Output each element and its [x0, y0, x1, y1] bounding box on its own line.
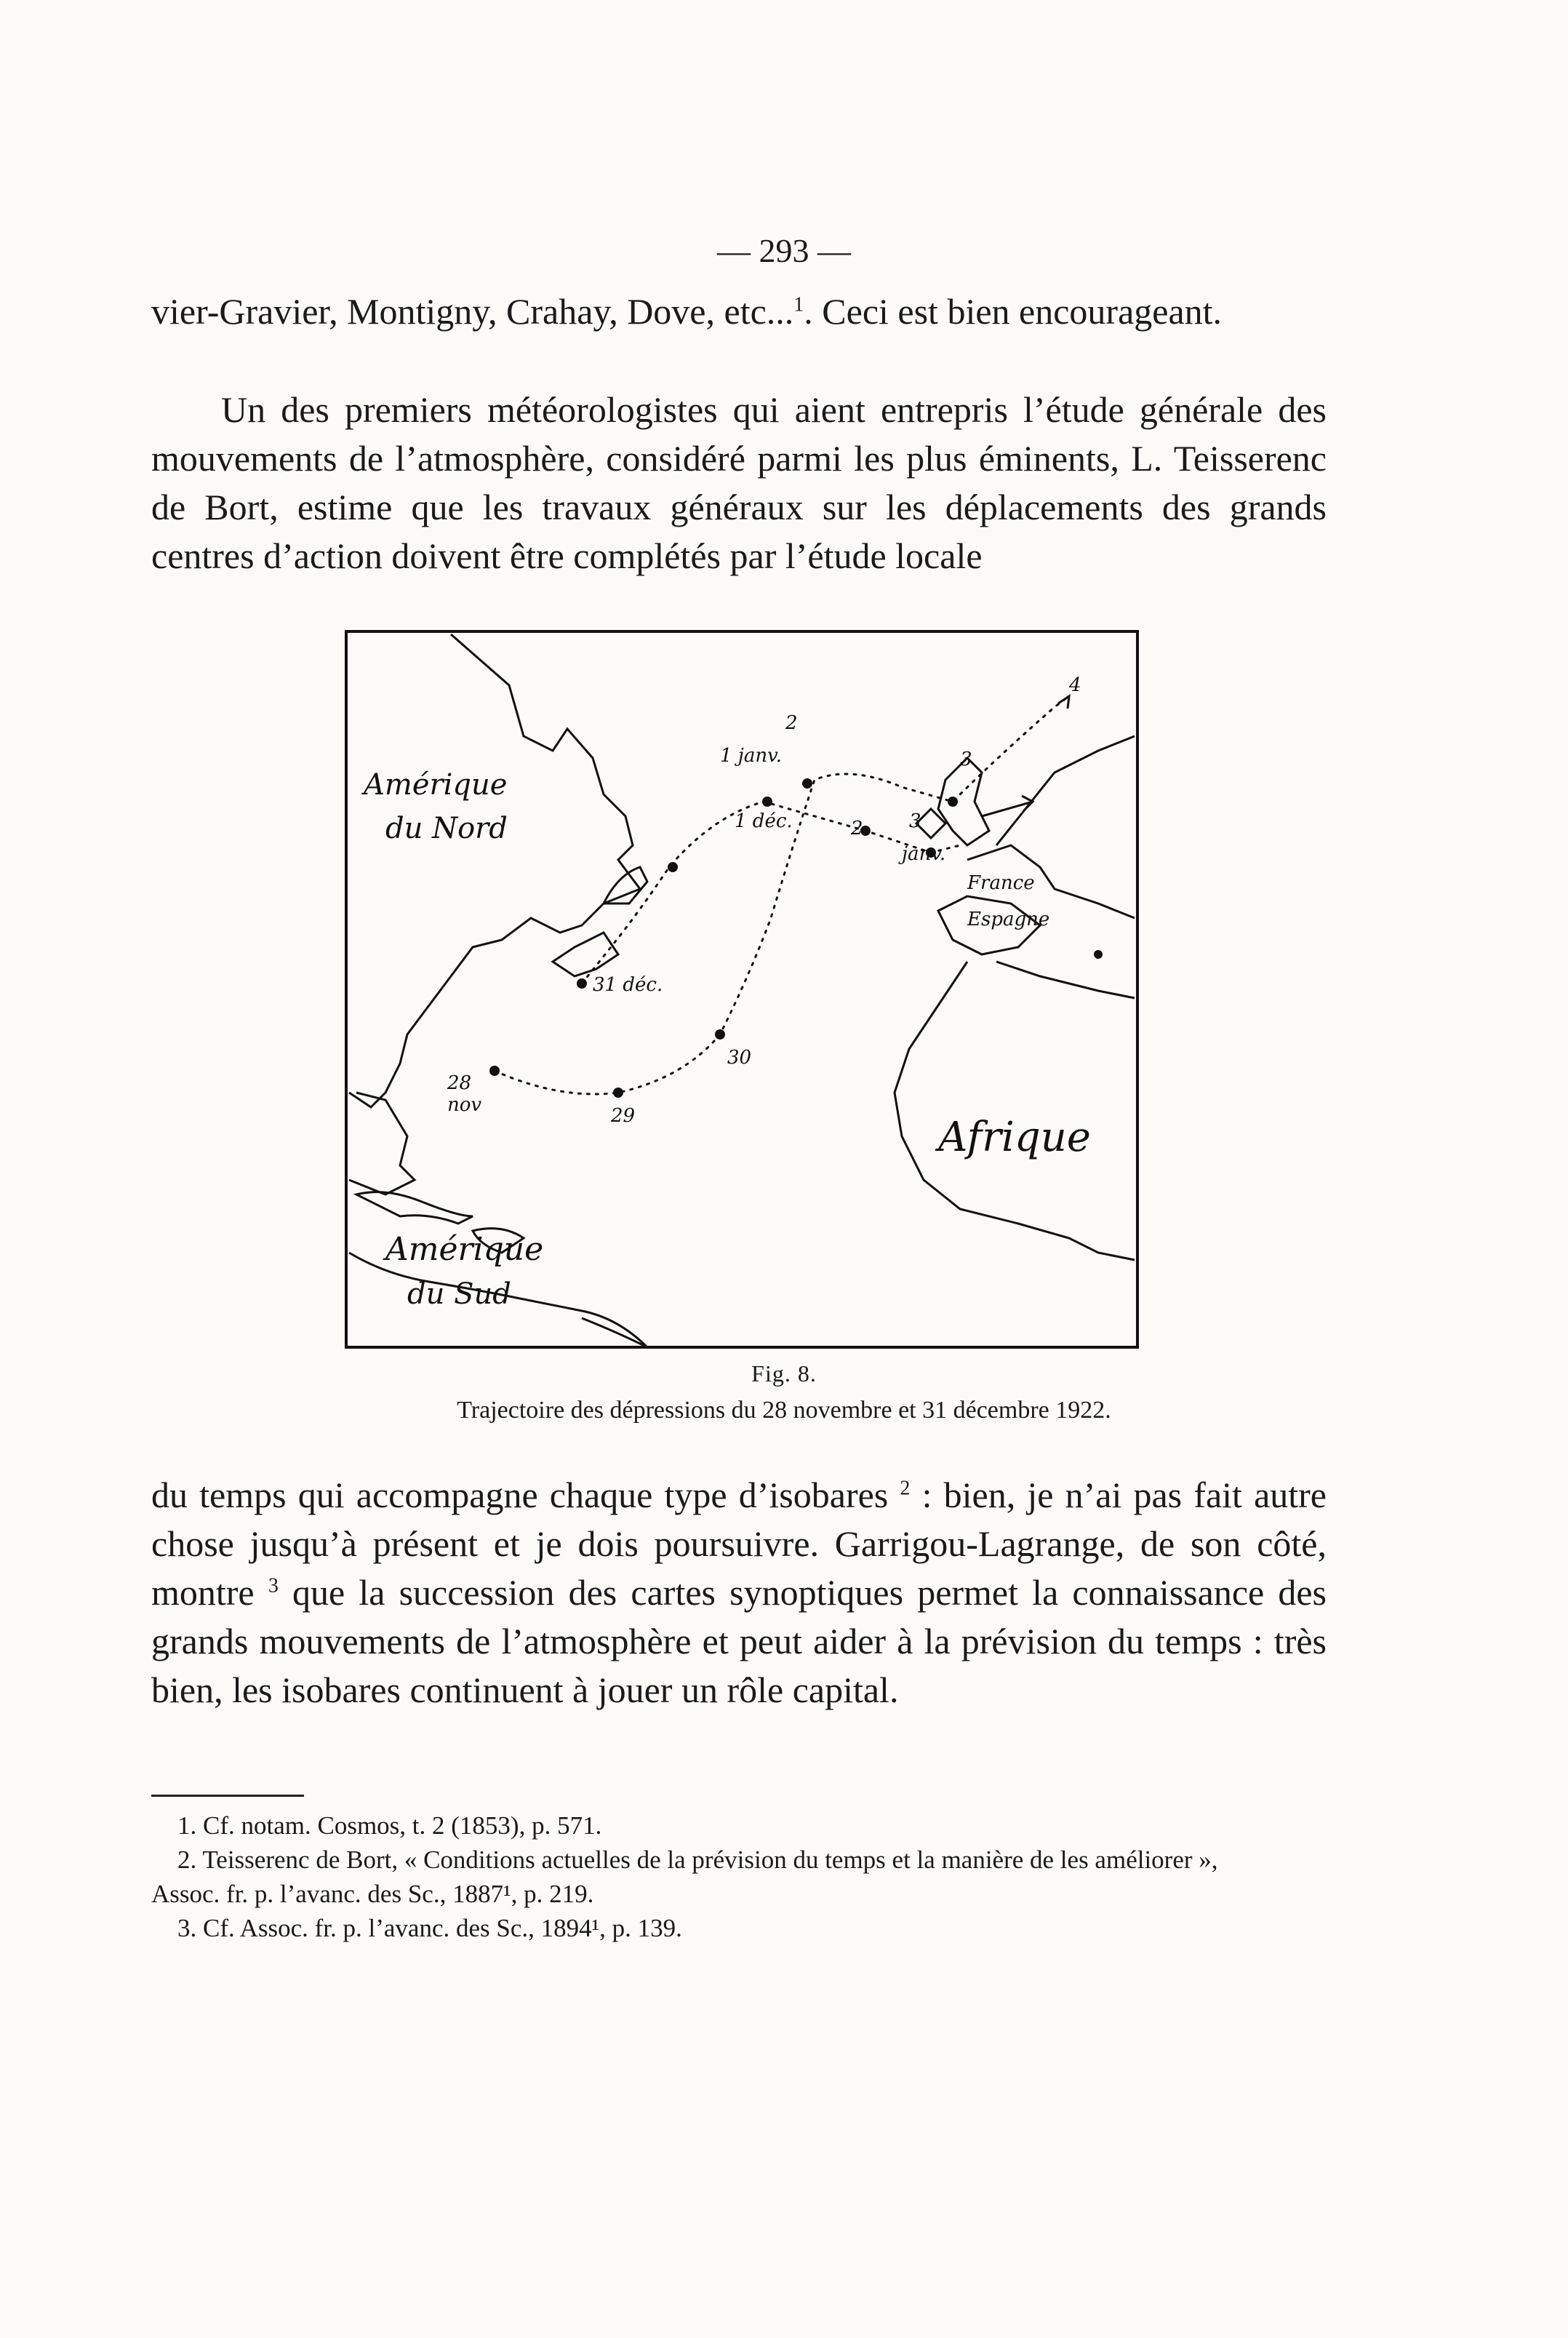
- label-3-mid: 3: [909, 810, 921, 832]
- note-ref-1[interactable]: 1: [793, 293, 804, 316]
- coast-nova-scotia: [553, 933, 618, 976]
- coast-north-america: [349, 634, 640, 1107]
- footnote-3: 3. Cf. Assoc. fr. p. l’avanc. des Sc., 1894¹, p. 139.: [177, 1914, 682, 1942]
- figure-map: [342, 627, 1142, 1352]
- footnote-rule: [151, 1795, 304, 1797]
- paragraph-teisserenc: Un des premiers météorologistes qui aient entrepris l’étude générale des mouvements de l’atmosphère, considéré parmi les plus éminents, L. Teisserenc de Bort, estime que les travaux généraux sur les déplacements des grands centres d’action doivent être complétés par l’étude locale: [151, 389, 1327, 576]
- label-1-dec: 1 déc.: [735, 810, 793, 832]
- coast-scandinavia: [996, 736, 1135, 845]
- coast-britain: [938, 758, 989, 845]
- label-nov: nov: [447, 1094, 482, 1116]
- note-ref-3[interactable]: 3: [268, 1574, 279, 1597]
- label-30: 30: [727, 1047, 752, 1069]
- trajectory-paths: [495, 696, 1069, 1094]
- label-3-top: 3: [960, 749, 972, 770]
- arrow-northeast: [1058, 696, 1069, 709]
- label-4: 4: [1069, 674, 1081, 696]
- figure-caption: Trajectoire des dépressions du 28 novembre et 31 décembre 1922.: [457, 1397, 1111, 1424]
- coast-newfoundland: [604, 867, 647, 903]
- coast-africa: [895, 962, 1135, 1260]
- paragraph-conclusion: du temps qui accompagne chaque type d’isobares $^2$ : bien, je n’ai pas fait autre chose jusqu’à présent et je dois poursuivre. Garrigou-Lagrange, de son côté, montre $^3$ que la succession des cartes synoptiques permet la connaissance des grands mouvements de l’atmosphère et peut aider à la prévision du temps : très bien, les isobares continuent à jouer un rôle capital.: [151, 1475, 1327, 1710]
- coast-florida: [349, 1093, 415, 1194]
- coast-cuba: [356, 1192, 473, 1224]
- label-29: 29: [611, 1105, 636, 1127]
- label-north-america-2: du Nord: [385, 812, 508, 845]
- label-2-mid: 2: [851, 818, 863, 839]
- page-number: — 293 —: [717, 232, 851, 269]
- label-1-janv: 1 janv.: [720, 745, 782, 767]
- footnote-2-continued: Assoc. fr. p. l’avanc. des Sc., 1887¹, p. 219.: [151, 1880, 594, 1908]
- footnote-1: 1. Cf. notam. Cosmos, t. 2 (1853), p. 571.: [177, 1811, 602, 1840]
- note-ref-2[interactable]: 2: [900, 1477, 911, 1500]
- label-africa: Afrique: [938, 1114, 1091, 1161]
- label-north-america-1: Amérique: [364, 768, 508, 802]
- label-2-top: 2: [785, 712, 798, 734]
- arrow-east: [982, 796, 1033, 816]
- label-janv-mid: janv.: [902, 843, 946, 865]
- trajectory-november: [495, 696, 1069, 1094]
- paragraph-continuation: vier-Gravier, Montigny, Crahay, Dove, etc...$^1$. Ceci est bien encourageant.: [151, 291, 1223, 332]
- footnotes: [151, 1808, 1327, 1945]
- trajectory-map: [342, 627, 1142, 1352]
- label-spain: Espagne: [967, 909, 1050, 930]
- label-31-dec: 31 déc.: [593, 974, 663, 996]
- label-28: 28: [447, 1072, 472, 1094]
- figure-label: Fig. 8.: [751, 1360, 817, 1387]
- footnote-2: 2. Teisserenc de Bort, « Conditions actuelles de la prévision du temps et la manière de les améliorer »,: [177, 1846, 1218, 1874]
- label-south-america-1: Amérique: [385, 1231, 544, 1268]
- label-south-america-2: du Sud: [407, 1277, 511, 1311]
- coast-mediterranean: [996, 962, 1135, 998]
- label-france: France: [967, 872, 1035, 894]
- trajectory-arrows: [982, 696, 1069, 816]
